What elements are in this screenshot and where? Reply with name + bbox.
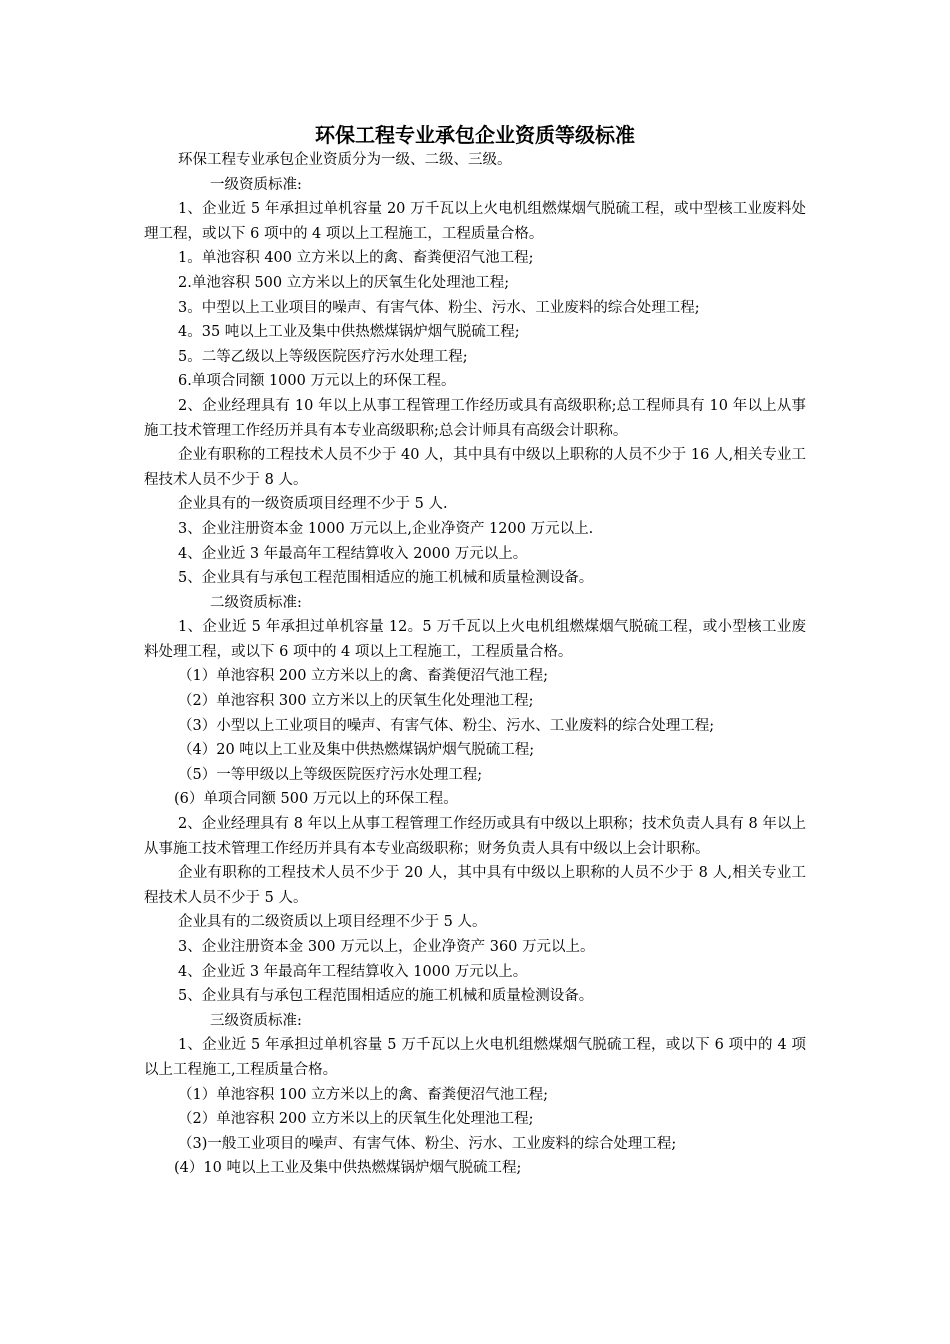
document-paragraph: 二级资质标准: xyxy=(210,594,302,611)
document-paragraph: （1）单池容积 100 立方米以上的禽、畜粪便沼气池工程; xyxy=(178,1086,549,1103)
document-paragraph: (4）10 吨以上工业及集中供热燃煤锅炉烟气脱硫工程; xyxy=(174,1160,522,1177)
document-paragraph: (6）单项合同额 500 万元以上的环保工程。 xyxy=(174,791,458,808)
document-paragraph: 3、企业注册资本金 1000 万元以上,企业净资产 1200 万元以上. xyxy=(178,520,594,537)
document-paragraph: 一级资质标准: xyxy=(210,176,302,193)
document-paragraph: 企业具有的一级资质项目经理不少于 5 人. xyxy=(178,496,448,513)
document-paragraph: 三级资质标准: xyxy=(210,1012,302,1029)
document-paragraph: 4。35 吨以上工业及集中供热燃煤锅炉烟气脱硫工程; xyxy=(178,324,520,341)
document-paragraph: （5）一等甲级以上等级医院医疗污水处理工程; xyxy=(178,766,483,783)
document-paragraph: （3)一般工业项目的噪声、有害气体、粉尘、污水、工业废料的综合处理工程; xyxy=(178,1135,677,1152)
document-paragraph: （2）单池容积 200 立方米以上的厌氧生化处理池工程; xyxy=(178,1111,534,1128)
document-paragraph: 3。中型以上工业项目的噪声、有害气体、粉尘、污水、工业废料的综合处理工程; xyxy=(178,299,700,316)
document-paragraph: （3）小型以上工业项目的噪声、有害气体、粉尘、污水、工业废料的综合处理工程; xyxy=(178,717,715,734)
document-paragraph: 4、企业近 3 年最高年工程结算收入 1000 万元以上。 xyxy=(178,963,528,980)
document-paragraph: 5、企业具有与承包工程范围相适应的施工机械和质量检测设备。 xyxy=(178,570,594,587)
document-paragraph: （1）单池容积 200 立方米以上的禽、畜粪便沼气池工程; xyxy=(178,668,549,685)
document-paragraph: 2、企业经理具有 10 年以上从事工程管理工作经历或具有高级职称;总工程师具有 10 年以上从事施工技术管理工作经历并具有本专业高级职称;总会计师具有高级会计职称。 xyxy=(144,397,806,439)
document-paragraph: 5。二等乙级以上等级医院医疗污水处理工程; xyxy=(178,348,468,365)
document-paragraph: 4、企业近 3 年最高年工程结算收入 2000 万元以上。 xyxy=(178,545,528,562)
document-paragraph: 5、企业具有与承包工程范围相适应的施工机械和质量检测设备。 xyxy=(178,988,594,1005)
document-paragraph: 企业有职称的工程技术人员不少于 40 人，其中具有中级以上职称的人员不少于 16 人,相关专业工程技术人员不少于 8 人。 xyxy=(144,447,806,488)
document-paragraph: 企业有职称的工程技术人员不少于 20 人，其中具有中级以上职称的人员不少于 8 人,相关专业工程技术人员不少于 5 人。 xyxy=(144,865,806,906)
document-paragraph: 企业具有的二级资质以上项目经理不少于 5 人。 xyxy=(178,914,487,931)
document-title: 环保工程专业承包企业资质等级标准 xyxy=(315,123,635,147)
document-paragraph: 1、企业近 5 年承担过单机容量 12。5 万千瓦以上火电机组燃煤烟气脱硫工程，或小型核工业废料处理工程，或以下 6 项中的 4 项以上工程施工，工程质量合格。 xyxy=(144,619,806,660)
document-paragraph: （4）20 吨以上工业及集中供热燃煤锅炉烟气脱硫工程; xyxy=(178,742,535,759)
document-paragraph: 6.单项合同额 1000 万元以上的环保工程。 xyxy=(178,373,456,390)
document-paragraph: 2.单池容积 500 立方米以上的厌氧生化处理池工程; xyxy=(178,274,510,291)
document-paragraph: 环保工程专业承包企业资质分为一级、二级、三级。 xyxy=(178,152,512,168)
document-paragraph: 2、企业经理具有 8 年以上从事工程管理工作经历或具有中级以上职称；技术负责人具有 8 年以上从事施工技术管理工作经历并具有本专业高级职称；财务负责人具有中级以上会计职称。 xyxy=(144,816,806,857)
document-paragraph: 1。单池容积 400 立方米以上的禽、畜粪便沼气池工程; xyxy=(178,250,534,267)
document-body xyxy=(144,148,806,1181)
document-paragraph: 3、企业注册资本金 300 万元以上，企业净资产 360 万元以上。 xyxy=(178,939,595,955)
document-paragraph: 1、企业近 5 年承担过单机容量 5 万千瓦以上火电机组燃煤烟气脱硫工程，或以下 6 项中的 4 项以上工程施工,工程质量合格。 xyxy=(144,1037,806,1078)
document-paragraph: 1、企业近 5 年承担过单机容量 20 万千瓦以上火电机组燃煤烟气脱硫工程，或中型核工业废料处理工程，或以下 6 项中的 4 项以上工程施工，工程质量合格。 xyxy=(144,201,806,242)
document-paragraph: （2）单池容积 300 立方米以上的厌氧生化处理池工程; xyxy=(178,693,534,710)
